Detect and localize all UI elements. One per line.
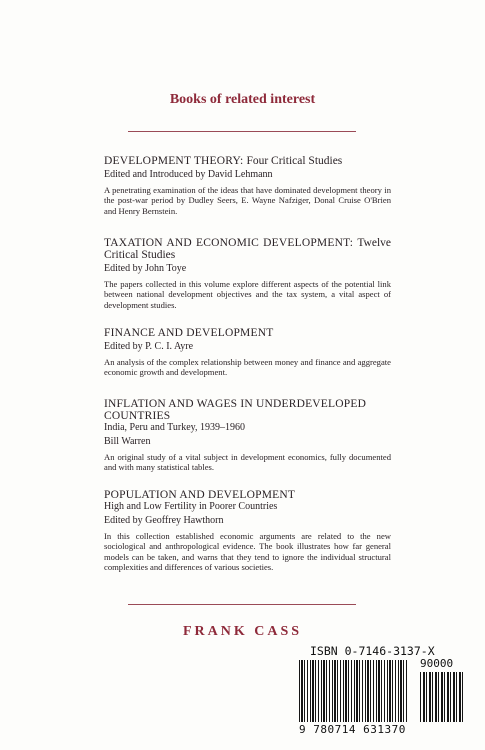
page-heading: Books of related interest [169,92,316,107]
book-subtitle: Four Critical Studies [246,155,343,167]
barcode-addon-number: 90000 [420,657,454,670]
book-subtitle: High and Low Fertility in Poorer Countries [104,501,278,512]
top-divider [128,131,356,132]
book-title: POPULATION AND DEVELOPMENT [104,489,296,501]
book-entry-development-theory [104,155,391,216]
barcode-addon [420,672,463,722]
book-subtitle: India, Peru and Turkey, 1939–1960 [104,422,246,433]
book-title-line [104,237,391,261]
book-title: INFLATION AND WAGES IN UNDERDEVELOPED COUNTRIES [104,398,367,422]
book-title-line [104,155,391,167]
book-entry-taxation [104,237,391,310]
book-entry-inflation [104,398,391,473]
book-editor: Edited by John Toye [104,263,187,274]
bottom-divider [128,604,356,605]
book-description: The papers collected in this volume explore different aspects of the potential link between national development objectives and the tax system, a vital aspect of development studies. [104,279,391,310]
book-description: An original study of a vital subject in development economics, fully documented and with many statistical tables. [104,452,391,473]
book-subtitle: Twelve Critical Studies [104,237,392,261]
publisher-name: FRANK CASS [182,624,303,639]
book-author: Bill Warren [104,436,151,447]
isbn-label: ISBN 0-7146-3137-X [310,644,435,658]
book-title: DEVELOPMENT THEORY: [104,155,244,167]
book-description: A penetrating examination of the ideas that have dominated development theory in the post-war period by Dudley Seers, E. Wayne Nafziger, Donal Cruise O'Brien and Henry Bernstein. [104,185,391,216]
book-entry-population [104,489,391,573]
book-editor: Edited and Introduced by David Lehmann [104,169,273,180]
book-title: FINANCE AND DEVELOPMENT [104,327,274,339]
barcode-number: 9 780714 631370 [299,723,406,736]
book-editor: Edited by Geoffrey Hawthorn [104,515,224,526]
book-entry-finance [104,327,391,378]
book-description: In this collection established economic arguments are related to the new sociological and anthropological evidence. The book illustrates how far general models can be taken, and warns that they tend to ignore the individual structural complexities and differences of various societies. [104,531,391,573]
barcode-main [299,660,409,722]
book-title: TAXATION AND ECONOMIC DEVELOPMENT: [104,237,354,249]
book-editor: Edited by P. C. I. Ayre [104,341,194,352]
book-description: An analysis of the complex relationship between money and finance and aggregate economic growth and development. [104,357,391,378]
